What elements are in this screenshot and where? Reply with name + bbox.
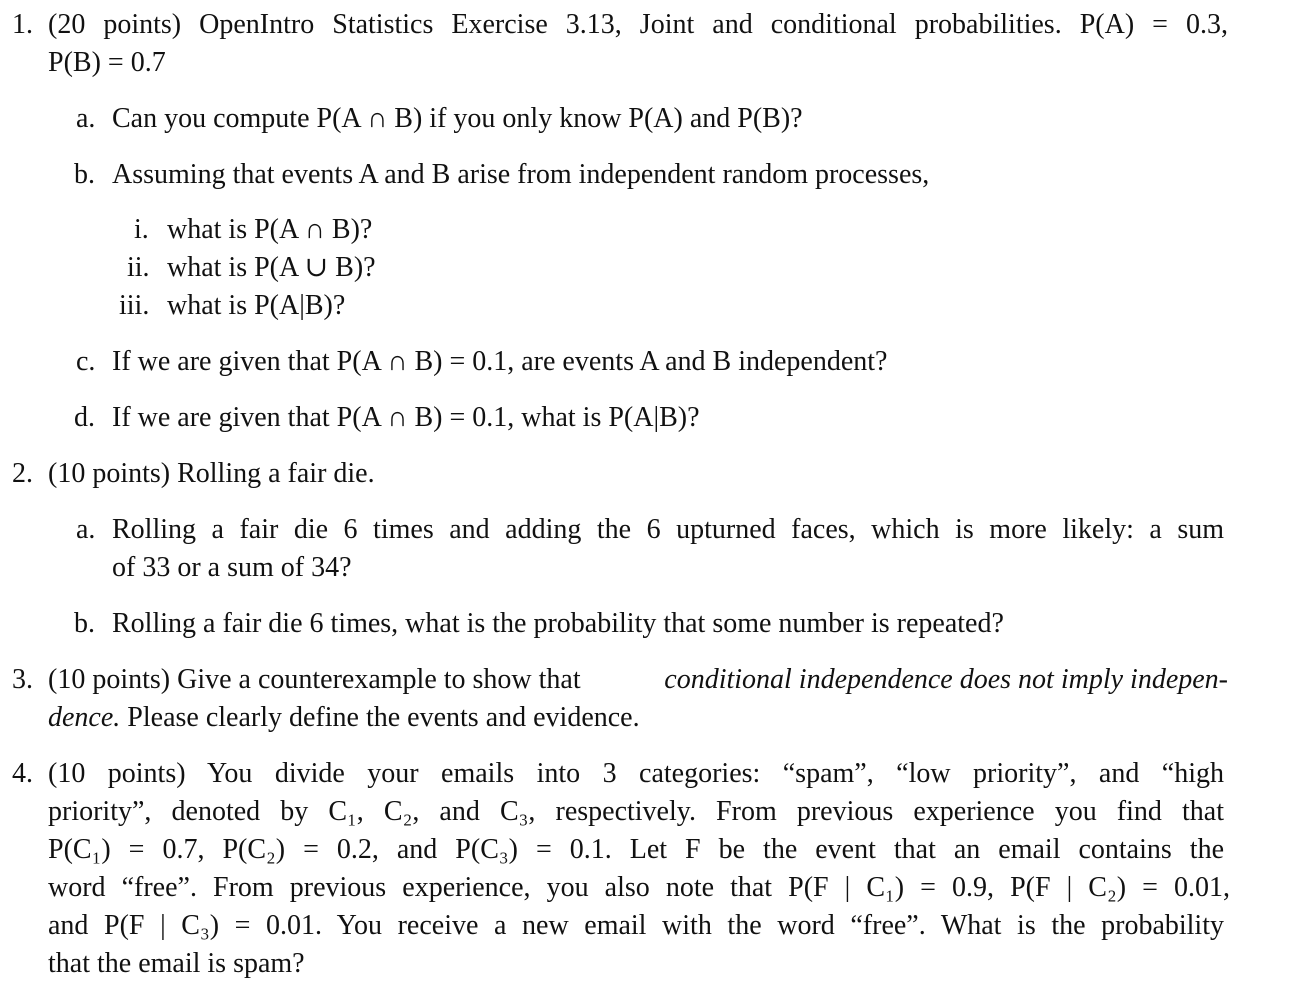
problem-2-number: 2. xyxy=(12,458,33,489)
problem-1d-text: If we are given that P(A ∩ B) = 0.1, what is P(A|B)? xyxy=(112,402,700,433)
problem-1c-text: If we are given that P(A ∩ B) = 0.1, are events A and B independent? xyxy=(112,346,888,377)
problem-3-line-2-plain: Please clearly define the events and evidence. xyxy=(127,702,640,733)
problem-4-line-2: priority”, denoted by C₁, C₂, and C₃, respectively. From previous experience you find that xyxy=(48,796,1224,827)
problem-3-line-1-plain: (10 points) Give a counterexample to show that xyxy=(48,664,581,695)
problem-1b-ii-label: ii. xyxy=(127,252,150,283)
problem-4-line-1: (10 points) You divide your emails into 3 categories: “spam”, “low priority”, and “high xyxy=(48,758,1224,789)
problem-1-line-2: P(B) = 0.7 xyxy=(48,47,166,78)
problem-1b-i-text: what is P(A ∩ B)? xyxy=(167,214,373,245)
problem-1b-text: Assuming that events A and B arise from independent random processes, xyxy=(112,159,930,190)
problem-1a-text: Can you compute P(A ∩ B) if you only know P(A) and P(B)? xyxy=(112,103,803,134)
problem-4-line-3: P(C₁) = 0.7, P(C₂) = 0.2, and P(C₃) = 0.1. Let F be the event that an email contains the xyxy=(48,834,1224,865)
problem-4-line-5: and P(F | C₃) = 0.01. You receive a new email with the word “free”. What is the probability xyxy=(48,910,1224,941)
problem-1b-i-label: i. xyxy=(134,214,149,245)
problem-2a-line-1: Rolling a fair die 6 times and adding the 6 upturned faces, which is more likely: a sum xyxy=(112,514,1224,545)
problem-2-line-1: (10 points) Rolling a fair die. xyxy=(48,458,375,489)
problem-1-number: 1. xyxy=(12,9,33,40)
problem-3-line-1-italic: conditional independence does not imply indepen- xyxy=(664,664,1228,695)
problem-2b-label: b. xyxy=(74,608,95,639)
problem-1c-label: c. xyxy=(76,346,96,377)
problem-3-line-2-italic: dence. xyxy=(48,702,121,733)
problem-4-line-6: that the email is spam? xyxy=(48,948,305,979)
problem-1b-iii-label: iii. xyxy=(119,290,150,321)
problem-1b-iii-text: what is P(A|B)? xyxy=(167,290,346,321)
problem-1d-label: d. xyxy=(74,402,95,433)
problem-1-line-1: (20 points) OpenIntro Statistics Exercise 3.13, Joint and conditional probabilities. P(A) = 0.3, xyxy=(48,9,1228,40)
problem-3-line-1 xyxy=(48,661,1228,699)
problem-3-number: 3. xyxy=(12,664,33,695)
problem-4-line-4: word “free”. From previous experience, you also note that P(F | C₁) = 0.9, P(F | C₂) = 0.01, xyxy=(48,872,1230,903)
problem-1b-label: b. xyxy=(74,159,95,190)
problem-2a-label: a. xyxy=(76,514,96,545)
problem-1b-ii-text: what is P(A ∪ B)? xyxy=(167,252,376,283)
problem-1a-label: a. xyxy=(76,103,96,134)
problem-3-line-2 xyxy=(48,699,640,737)
problem-2a-line-2: of 33 or a sum of 34? xyxy=(112,552,352,583)
problem-2b-text: Rolling a fair die 6 times, what is the probability that some number is repeated? xyxy=(112,608,1004,639)
problem-4-number: 4. xyxy=(12,758,33,789)
